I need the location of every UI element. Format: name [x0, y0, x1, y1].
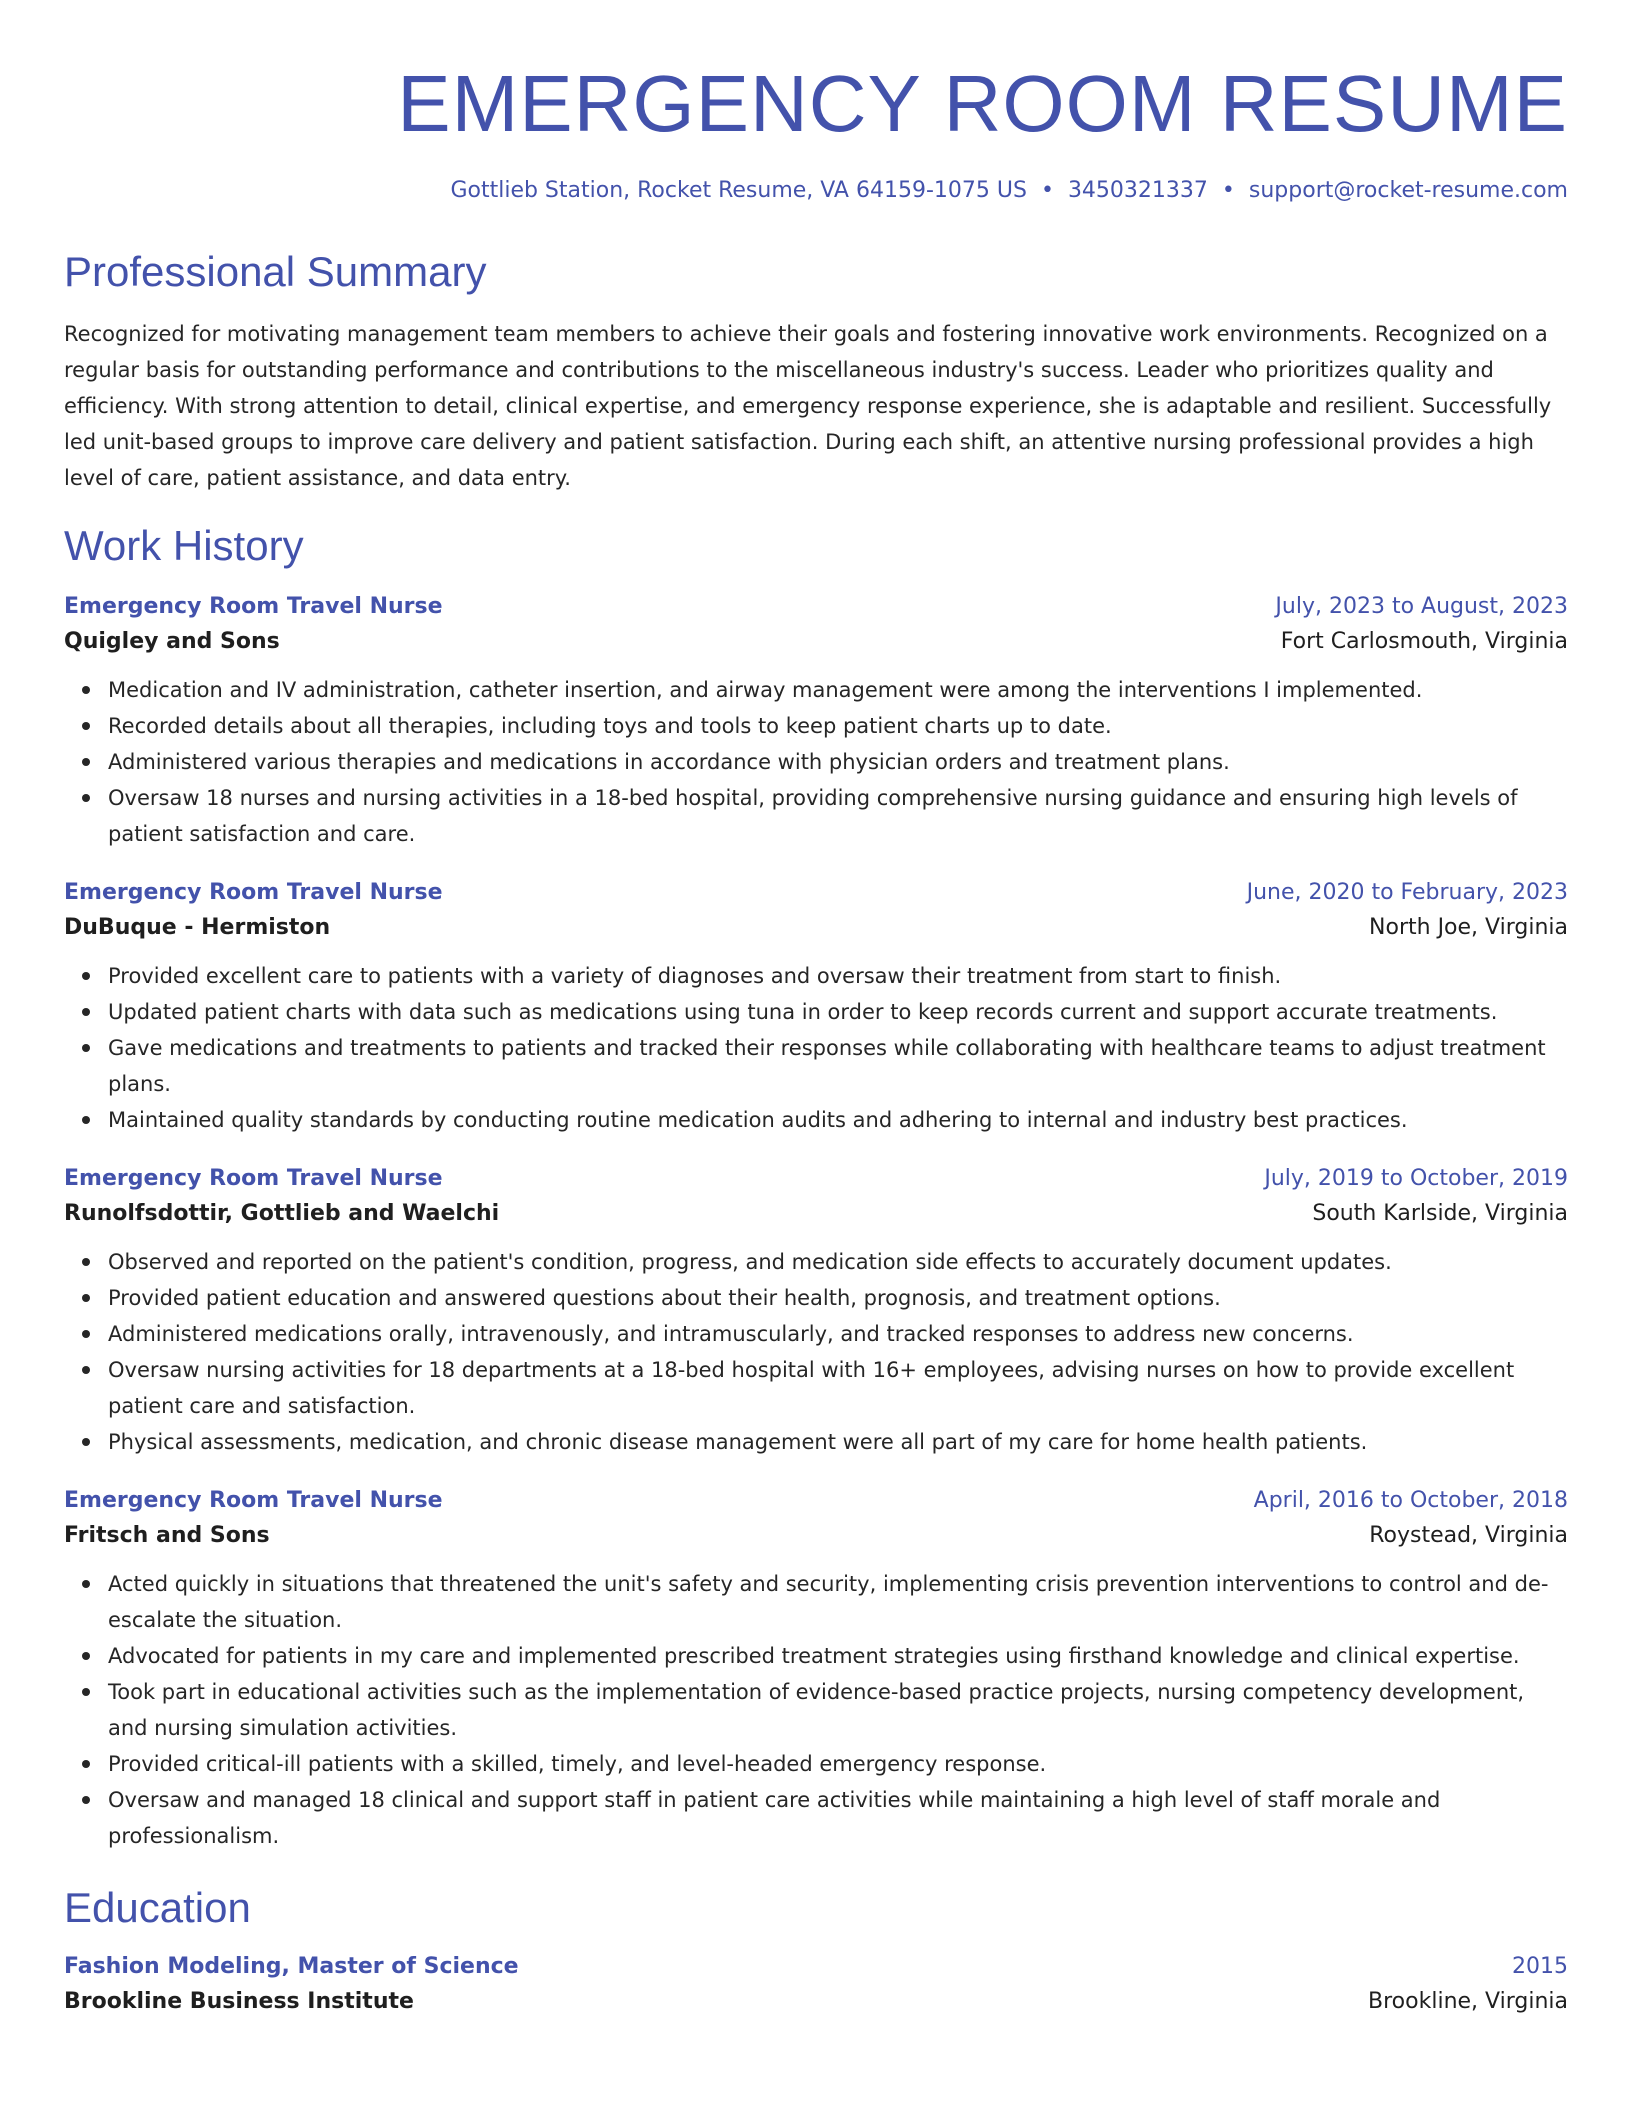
job-bullet: Updated patient charts with data such as medications using tuna in order to keep records current and support accurate treatments. — [108, 994, 1568, 1030]
resume-page — [64, 0, 1568, 2020]
education-year: 2015 — [1512, 1954, 1568, 1979]
job-bullet: Gave medications and treatments to patients and tracked their responses while collaborating with healthcare teams to adjust treatment plans. — [108, 1030, 1568, 1102]
education-section — [64, 1884, 1568, 2020]
work-history-heading: Work History — [64, 522, 304, 569]
job-title-row — [64, 1484, 1568, 1518]
education-location: Brookline, Virginia — [1368, 1989, 1568, 2014]
job-bullet-list — [64, 672, 1568, 852]
contact-address: Gottlieb Station, Rocket Resume, VA 64159-1075 US — [450, 178, 1027, 203]
job-entry — [64, 1484, 1568, 1854]
job-bullet: Provided critical-ill patients with a skilled, timely, and level-headed emergency response. — [108, 1746, 1568, 1782]
education-school: Brookline Business Institute — [64, 1989, 414, 2014]
job-employer: DuBuque - Hermiston — [64, 915, 331, 940]
education-entry — [64, 1950, 1568, 2020]
job-bullet: Acted quickly in situations that threatened the unit's safety and security, implementing crisis prevention interventions to control and de-escalate the situation. — [108, 1566, 1568, 1638]
job-bullet: Maintained quality standards by conducting routine medication audits and adhering to internal and industry best practices. — [108, 1102, 1568, 1138]
contact-email[interactable]: support@rocket-resume.com — [1248, 178, 1568, 203]
education-degree: Fashion Modeling, Master of Science — [64, 1954, 519, 1979]
job-entry — [64, 876, 1568, 1138]
education-heading: Education — [64, 1884, 251, 1931]
job-bullet: Advocated for patients in my care and implemented prescribed treatment strategies using firsthand knowledge and clinical expertise. — [108, 1638, 1568, 1674]
job-bullet: Oversaw nursing activities for 18 departments at a 18-bed hospital with 16+ employees, advising nurses on how to provide excellent patient care and satisfaction. — [108, 1352, 1568, 1424]
job-employer-row — [64, 1196, 1568, 1232]
resume-name: EMERGENCY ROOM RESUME — [397, 59, 1568, 148]
contact-line — [64, 176, 1568, 206]
job-bullet: Recorded details about all therapies, including toys and tools to keep patient charts up to date. — [108, 708, 1568, 744]
job-bullet: Administered various therapies and medications in accordance with physician orders and treatment plans. — [108, 744, 1568, 780]
job-title: Emergency Room Travel Nurse — [64, 1166, 443, 1191]
job-location: Roystead, Virginia — [1369, 1523, 1568, 1548]
job-dates: June, 2020 to February, 2023 — [1246, 880, 1568, 905]
job-bullet-list — [64, 1566, 1568, 1854]
job-location: South Karlside, Virginia — [1312, 1201, 1568, 1226]
job-title-row — [64, 590, 1568, 624]
contact-separator: • — [1221, 178, 1235, 203]
job-title: Emergency Room Travel Nurse — [64, 594, 443, 619]
job-bullet: Provided excellent care to patients with a variety of diagnoses and oversaw their treatment from start to finish. — [108, 958, 1568, 994]
education-list — [64, 1950, 1568, 2020]
job-bullet: Oversaw and managed 18 clinical and support staff in patient care activities while maintaining a high level of staff morale and professionalism. — [108, 1782, 1568, 1854]
job-dates: July, 2023 to August, 2023 — [1275, 594, 1568, 619]
job-bullet: Medication and IV administration, catheter insertion, and airway management were among the interventions I implemented. — [108, 672, 1568, 708]
job-bullet: Oversaw 18 nurses and nursing activities in a 18-bed hospital, providing comprehensive nursing guidance and ensuring high levels of patient satisfaction and care. — [108, 780, 1568, 852]
job-bullet: Observed and reported on the patient's condition, progress, and medication side effects to accurately document updates. — [108, 1244, 1568, 1280]
job-list — [64, 590, 1568, 1854]
job-bullet-list — [64, 1244, 1568, 1460]
summary-section — [64, 248, 1568, 496]
job-bullet: Took part in educational activities such as the implementation of evidence-based practice projects, nursing competency development, and nursing simulation activities. — [108, 1674, 1568, 1746]
summary-text: Recognized for motivating management team members to achieve their goals and fostering innovative work environments. Recognized on a regular basis for outstanding performance and contributions to the miscellaneous industry's success. Leader who prioritizes quality and efficiency. With strong attention to detail, clinical expertise, and emergency response experience, she is adaptable and resilient. Successfully led unit-based groups to improve care delivery and patient satisfaction. During each shift, an attentive nursing professional provides a high level of care, patient assistance, and data entry. — [64, 322, 1552, 490]
job-entry — [64, 590, 1568, 852]
job-bullet-list — [64, 958, 1568, 1138]
job-dates: July, 2019 to October, 2019 — [1264, 1166, 1568, 1191]
job-employer: Runolfsdottir, Gottlieb and Waelchi — [64, 1201, 500, 1226]
work-history-section — [64, 522, 1568, 1854]
job-entry — [64, 1162, 1568, 1460]
job-employer-row — [64, 1518, 1568, 1554]
job-title: Emergency Room Travel Nurse — [64, 880, 443, 905]
job-employer-row — [64, 910, 1568, 946]
job-bullet: Provided patient education and answered questions about their health, prognosis, and treatment options. — [108, 1280, 1568, 1316]
job-title-row — [64, 876, 1568, 910]
contact-phone: 3450321337 — [1067, 178, 1208, 203]
job-employer: Fritsch and Sons — [64, 1523, 270, 1548]
job-bullet: Administered medications orally, intravenously, and intramuscularly, and tracked responses to address new concerns. — [108, 1316, 1568, 1352]
contact-separator: • — [1040, 178, 1054, 203]
education-degree-row — [64, 1950, 1568, 1984]
resume-header — [64, 58, 1568, 206]
summary-heading: Professional Summary — [64, 248, 487, 295]
job-location: North Joe, Virginia — [1369, 915, 1568, 940]
job-employer: Quigley and Sons — [64, 629, 280, 654]
job-title-row — [64, 1162, 1568, 1196]
job-title: Emergency Room Travel Nurse — [64, 1488, 443, 1513]
education-school-row — [64, 1984, 1568, 2020]
job-dates: April, 2016 to October, 2018 — [1253, 1488, 1568, 1513]
job-employer-row — [64, 624, 1568, 660]
job-location: Fort Carlosmouth, Virginia — [1280, 629, 1568, 654]
job-bullet: Physical assessments, medication, and chronic disease management were all part of my care for home health patients. — [108, 1424, 1568, 1460]
